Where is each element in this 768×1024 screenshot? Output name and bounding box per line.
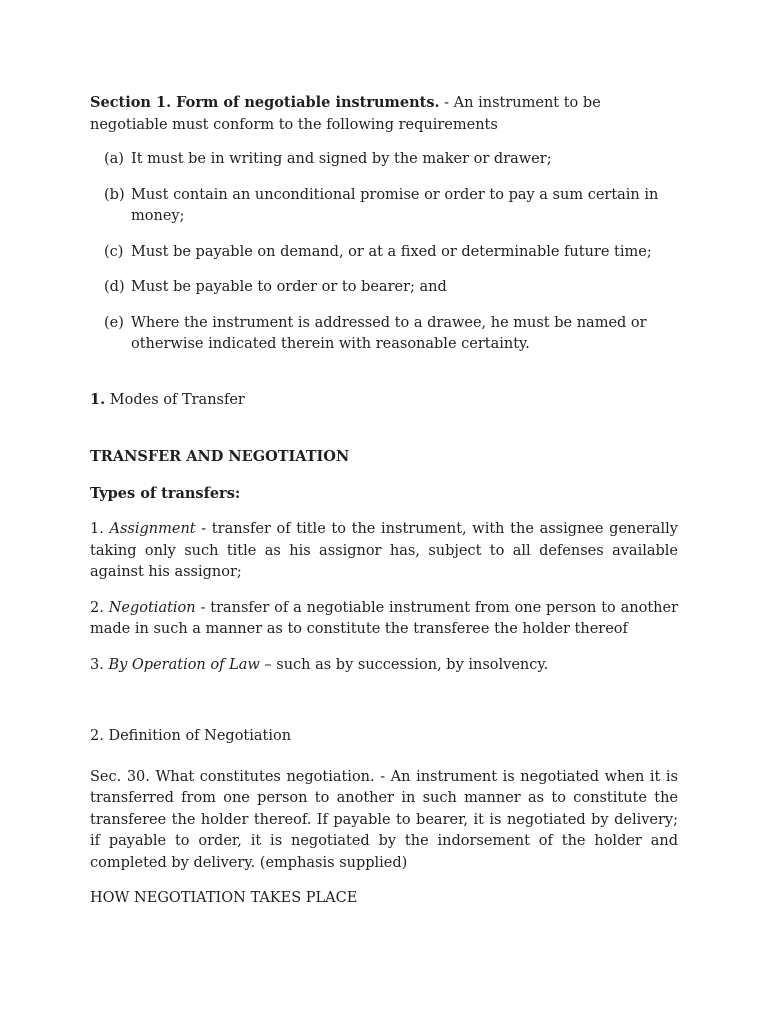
transfer-type-term: By Operation of Law bbox=[108, 656, 260, 673]
section-1-paragraph bbox=[90, 92, 678, 136]
requirement-label: (a) bbox=[104, 151, 124, 167]
requirement-d bbox=[104, 277, 678, 299]
transfer-type-operation-of-law: 3. By Operation of Law – such as by succession, by insolvency. bbox=[90, 656, 549, 673]
requirement-c bbox=[104, 242, 678, 264]
definition-of-negotiation-heading: 2. Definition of Negotiation bbox=[90, 728, 292, 744]
requirement-label: (c) bbox=[104, 243, 124, 260]
requirement-text: It must be in writing and signed by the maker or drawer; bbox=[131, 151, 552, 167]
requirement-text: Must be payable to order or to bearer; and bbox=[131, 279, 447, 295]
transfer-type-negotiation: 2. Negotiation - transfer of a negotiable instrument from one person to another made in such a manner as to constitute the transferee the holder thereof bbox=[90, 599, 678, 637]
requirement-label: (e) bbox=[104, 314, 124, 331]
requirement-text: Must contain an unconditional promise or order to pay a sum certain in money; bbox=[131, 186, 659, 224]
requirement-label: (d) bbox=[104, 279, 125, 295]
transfer-type-term: Negotiation bbox=[108, 599, 196, 616]
requirement-e bbox=[104, 313, 678, 356]
transfer-type-assignment: 1. Assignment - transfer of title to the instrument, with the assignee generally taking only such title as his assignor has, subject to all defenses available against his assignor; bbox=[90, 521, 678, 580]
requirement-b bbox=[104, 185, 678, 228]
modes-title: Modes of Transfer bbox=[105, 391, 245, 408]
transfer-type-term: Assignment bbox=[109, 521, 196, 537]
requirement-text: Where the instrument is addressed to a drawee, he must be named or otherwise indicated therein with reasonable certainty. bbox=[131, 314, 647, 352]
how-negotiation-takes-place-heading: HOW NEGOTIATION TAKES PLACE bbox=[90, 890, 358, 906]
document-page bbox=[90, 92, 678, 910]
section-1-heading: Section 1. Form of negotiable instruments. bbox=[90, 94, 440, 111]
requirement-text: Must be payable on demand, or at a fixed or determinable future time; bbox=[131, 243, 652, 260]
types-of-transfers-heading: Types of transfers: bbox=[90, 484, 241, 502]
modes-of-transfer-heading bbox=[90, 389, 678, 412]
section-30-paragraph: Sec. 30. What constitutes negotiation. - An instrument is negotiated when it is transferred from one person to another in such manner as to constitute the transferee the holder thereof. If payable to bearer, it is negotiated by delivery; if payable to order, it is negotiated by the indorsement of the holder and completed by delivery. (emphasis supplied) bbox=[90, 768, 678, 871]
section-1-intro: - An instrument to be negotiable must conform to the following requirements bbox=[90, 95, 601, 133]
transfer-and-negotiation-heading: TRANSFER AND NEGOTIATION bbox=[90, 448, 350, 465]
requirement-label: (b) bbox=[104, 186, 125, 203]
modes-number: 1. bbox=[90, 390, 106, 408]
requirement-a bbox=[104, 149, 678, 171]
